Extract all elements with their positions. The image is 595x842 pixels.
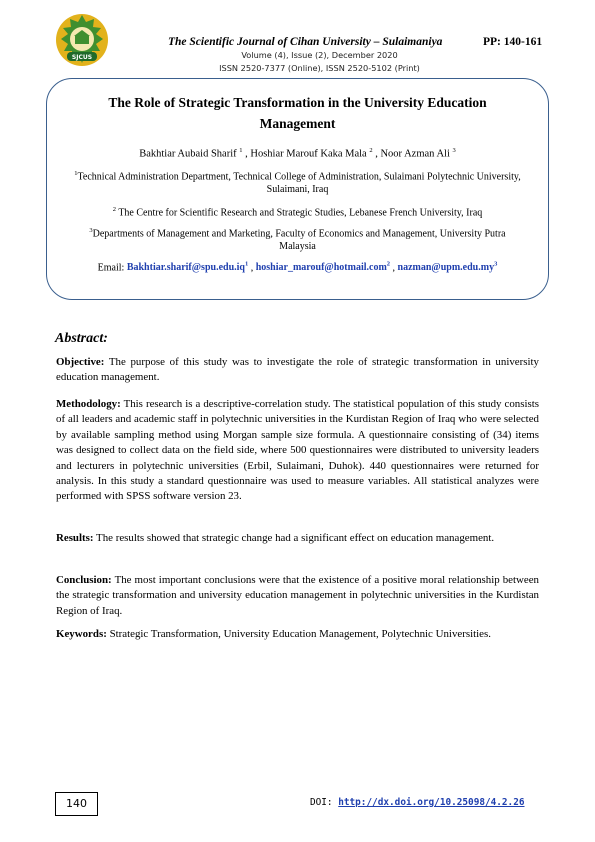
paper-title-line-2: Management	[259, 116, 336, 131]
email-link-3[interactable]: $nazman@upm.edu.my^3$	[397, 261, 498, 274]
affiliation-superscript: 3	[89, 227, 93, 234]
affiliation-text: Technical Administration Department, Technical College of Administration, Sulaimani Polytechnic University, Sulaimani, Iraq	[77, 171, 521, 196]
conclusion-label: Conclusion:	[56, 574, 112, 586]
email-separator: ,	[392, 262, 398, 274]
affiliation-superscript: 2	[112, 206, 116, 213]
email-link-1[interactable]: $Bakhtiar.sharif@spu.edu.iq^1$	[126, 261, 249, 274]
abstract-heading: Abstract:	[55, 331, 108, 346]
affiliation-2	[70, 203, 525, 219]
methodology-paragraph	[56, 397, 539, 505]
keywords-paragraph	[56, 627, 539, 642]
author-superscript: 3	[452, 147, 456, 154]
email-separator: ,	[250, 262, 256, 274]
keywords-text: Strategic Transformation, University Education Management, Polytechnic Universities.	[109, 628, 491, 640]
email-link-2[interactable]: hoshiar_marouf@hotmail.com$^2$	[255, 261, 391, 274]
affiliation-text: Departments of Management and Marketing, Faculty of Economics and Management, University Putra Malaysia	[92, 228, 506, 253]
conclusion-text: The most important conclusions were that the existence of a positive moral relationship between the strategic transformation and university education management in polytechnic universities in the Kurdistan Region of Iraq.	[56, 574, 540, 617]
doi-line	[310, 797, 525, 808]
objective-text: The purpose of this study was to investigate the role of strategic transformation in university education management.	[56, 356, 539, 384]
conclusion-paragraph	[56, 573, 539, 619]
affiliation-1	[70, 167, 525, 196]
page-number: 140	[55, 792, 98, 816]
logo-text: SJCUS	[71, 54, 93, 61]
affiliation-3	[70, 224, 525, 253]
issn: ISSN 2520-7377 (Online), ISSN 2520-5102 (Print)	[219, 63, 420, 73]
objective-paragraph	[56, 355, 539, 386]
logo-building-icon	[75, 36, 89, 44]
paper-title-line-1: The Role of Strategic Transformation in the University Education	[108, 95, 487, 110]
results-paragraph	[56, 531, 539, 546]
author-name: Noor Azman Ali	[380, 148, 450, 160]
methodology-text: This research is a descriptive-correlation study. The statistical population of this study consists of all leaders and academic staff in polytechnic universities in the Kurdistan Region of Iraq who were selected by available sampling method using Morgan sample size formula. A questionnaire consisting of (34) items was designed to collect data on the field side, where 500 questionnaires were distributed to university leaders and lecturers in polytechnic universities (Erbil, Sulaimani, Duhok). 440 questionnaires were returned for analysis. In this study a standard questionnaire was used to measure variables. All statistical analyzes were performed with SPSS software version 23.	[56, 398, 539, 503]
doi-label: DOI:	[310, 797, 333, 808]
volume-issue: Volume (4), Issue (2), December 2020	[241, 50, 398, 60]
affiliation-superscript: 1	[74, 170, 78, 177]
journal-title: The Scientific Journal of Cihan University – Sulaimaniya	[168, 36, 443, 48]
author-superscript: 2	[369, 147, 373, 154]
author-name: Bakhtiar Aubaid Sharif	[139, 148, 237, 160]
author-list	[60, 147, 535, 160]
author-separator: ,	[245, 148, 251, 160]
keywords-label: Keywords:	[56, 628, 107, 640]
author-name: Hoshiar Marouf Kaka Mala	[250, 148, 367, 160]
affiliation-text: The Centre for Scientific Research and Strategic Studies, Lebanese French University, Iraq	[118, 207, 483, 219]
methodology-label: Methodology:	[56, 398, 121, 410]
email-label: Email:	[97, 262, 125, 274]
results-text: The results showed that strategic change had a significant effect on education management.	[96, 532, 495, 544]
results-label: Results:	[56, 532, 94, 544]
doi-link[interactable]: http://dx.doi.org/10.25098/4.2.26	[338, 797, 525, 808]
email-line	[60, 261, 535, 273]
paper-title	[80, 92, 515, 134]
author-separator: ,	[375, 148, 381, 160]
author-superscript: 1	[239, 147, 243, 154]
page-range: PP: 140-161	[483, 36, 543, 48]
objective-label: Objective:	[56, 356, 105, 368]
